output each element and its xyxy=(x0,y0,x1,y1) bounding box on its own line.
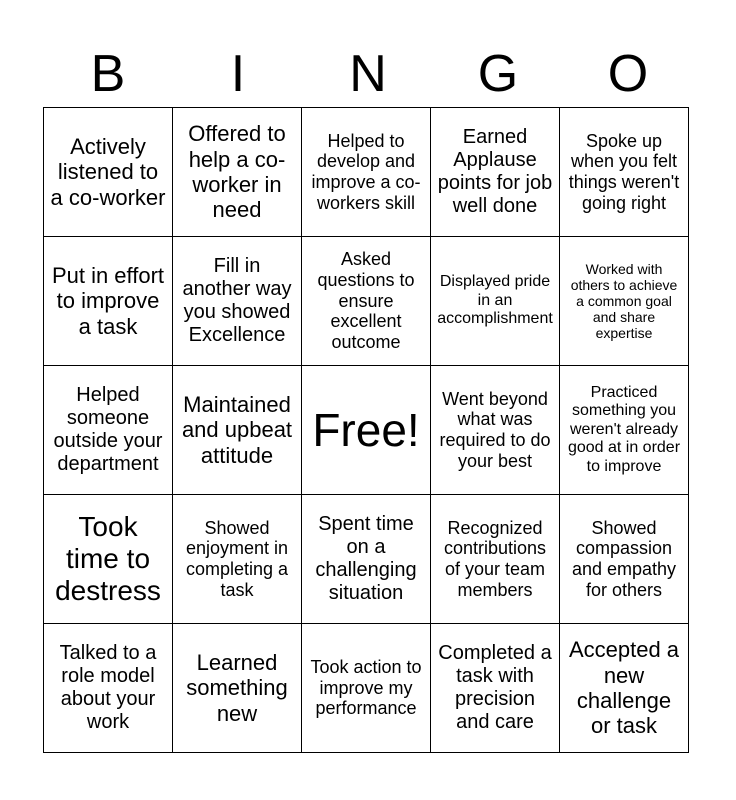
free-space-cell[interactable]: Free! xyxy=(302,366,431,495)
bingo-cell[interactable]: Showed enjoyment in completing a task xyxy=(173,495,302,624)
bingo-cell[interactable]: Showed compassion and empathy for others xyxy=(560,495,689,624)
bingo-cell[interactable]: Worked with others to achieve a common goal and share expertise xyxy=(560,237,689,366)
bingo-cell[interactable]: Put in effort to improve a task xyxy=(44,237,173,366)
bingo-cell[interactable]: Talked to a role model about your work xyxy=(44,624,173,753)
bingo-cell[interactable]: Practiced something you weren't already good at in order to improve xyxy=(560,366,689,495)
bingo-cell[interactable]: Fill in another way you showed Excellence xyxy=(173,237,302,366)
bingo-cell[interactable]: Took action to improve my performance xyxy=(302,624,431,753)
bingo-cell[interactable]: Completed a task with precision and care xyxy=(431,624,560,753)
bingo-row xyxy=(44,237,689,366)
bingo-grid xyxy=(43,107,689,753)
bingo-cell[interactable]: Went beyond what was required to do your best xyxy=(431,366,560,495)
header-letter-o: O xyxy=(607,45,649,103)
bingo-header xyxy=(43,40,693,108)
bingo-cell[interactable]: Offered to help a co-worker in need xyxy=(173,108,302,237)
bingo-cell[interactable]: Actively listened to a co-worker xyxy=(44,108,173,237)
bingo-cell[interactable]: Displayed pride in an accomplishment xyxy=(431,237,560,366)
bingo-cell[interactable]: Took time to destress xyxy=(44,495,173,624)
bingo-cell[interactable]: Recognized contributions of your team members xyxy=(431,495,560,624)
bingo-cell[interactable]: Helped to develop and improve a co-workers skill xyxy=(302,108,431,237)
bingo-cell[interactable]: Learned something new xyxy=(173,624,302,753)
header-letter-b: B xyxy=(90,45,126,103)
bingo-cell[interactable]: Helped someone outside your department xyxy=(44,366,173,495)
bingo-cell[interactable]: Maintained and upbeat attitude xyxy=(173,366,302,495)
header-letter-g: G xyxy=(477,45,519,103)
bingo-row xyxy=(44,108,689,237)
bingo-row xyxy=(44,495,689,624)
bingo-cell[interactable]: Spent time on a challenging situation xyxy=(302,495,431,624)
bingo-cell[interactable]: Asked questions to ensure excellent outcome xyxy=(302,237,431,366)
bingo-cell[interactable]: Spoke up when you felt things weren't going right xyxy=(560,108,689,237)
bingo-row xyxy=(44,366,689,495)
header-letter-n: N xyxy=(349,45,387,103)
bingo-row xyxy=(44,624,689,753)
header-letter-i: I xyxy=(230,45,246,103)
bingo-cell[interactable]: Accepted a new challenge or task xyxy=(560,624,689,753)
bingo-cell[interactable]: Earned Applause points for job well done xyxy=(431,108,560,237)
